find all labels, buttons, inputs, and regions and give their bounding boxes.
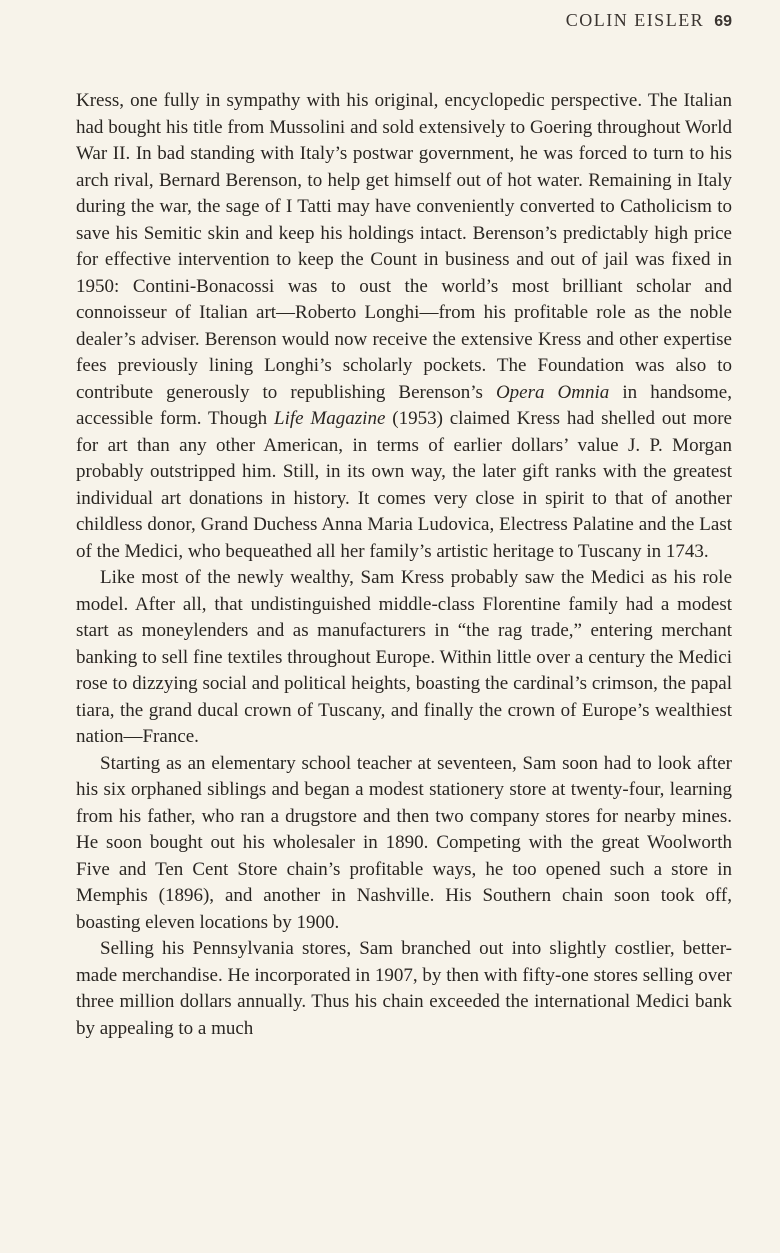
paragraph-4: Selling his Pennsylvania stores, Sam branched out into slightly costlier, better-made merchandise. He incorporated in 1907, by then with fifty-one stores selling over three million dollars annually. Thus his chain exceeded the international Medici bank by appealing to a much (76, 938, 732, 1039)
page-number: 69 (714, 13, 732, 30)
paragraph-1-part-b: in handsome, accessible form. Though (76, 381, 732, 429)
paragraph-2: Like most of the newly wealthy, Sam Kress probably saw the Medici as his role model. After all, that undistinguished middle-class Florentine family had a modest start as moneylenders and as manufacturers in “the rag trade,” entering merchant banking to sell fine textiles throughout Europe. Within little over a century the Medici rose to dizzying social and political heights, boasting the cardinal’s crimson, the papal tiara, the grand ducal crown of Tuscany, and finally the crown of Europe’s wealthiest nation—France. (76, 567, 732, 747)
paragraph-1-part-c: (1953) claimed Kress had shelled out more for art than any other American, in terms of earlier dollars’ value J. P. Morgan probably outstripped him. Still, in its own way, the later gift ranks with the greatest individual art donations in history. It comes very close in spirit to that of another childless donor, Grand Duchess Anna Maria Ludovica, Electress Palatine and the Last of the Medici, who bequeathed all her family’s artistic heritage to Tuscany in 1743. (76, 408, 732, 562)
body-text (76, 88, 732, 1042)
magazine-title-life: Life Magazine (274, 408, 386, 429)
paragraph-3: Starting as an elementary school teacher at seventeen, Sam soon had to look after his six orphaned siblings and began a modest stationery store at twenty-four, learning from his father, who ran a drugstore and then two company stores for nearby mines. He soon bought out his wholesaler in 1890. Competing with the great Woolworth Five and Ten Cent Store chain’s profitable ways, he too opened such a store in Memphis (1896), and another in Nashville. His Southern chain soon took off, boasting eleven locations by 1900. (76, 752, 732, 933)
author-name: COLIN EISLER (565, 10, 705, 30)
paragraph-1-part-a: Kress, one fully in sympathy with his original, encyclopedic perspective. The Italian had bought his title from Mussolini and sold extensively to Goering throughout World War II. In bad standing with Italy’s postwar government, he was forced to turn to his arch rival, Bernard Berenson, to help get himself out of hot water. Remaining in Italy during the war, the sage of I Tatti may have conveniently converted to Catholicism to save his Semitic skin and keep his holdings intact. Berenson’s predictably high price for effective intervention to keep the Count in business and out of jail was fixed in 1950: Contini-Bonacossi was to oust the world’s most brilliant scholar and connoisseur of Italian art—Roberto Longhi—from his profitable role as the noble dealer’s adviser. Berenson would now receive the extensive Kress and other expertise fees previously lining Longhi’s scholarly pockets. The Foundation was also to contribute generously to republishing Berenson’s (76, 90, 732, 403)
paragraph-1 (76, 88, 732, 565)
book-title-opera-omnia: Opera Omnia (495, 381, 610, 403)
running-head (566, 10, 732, 31)
